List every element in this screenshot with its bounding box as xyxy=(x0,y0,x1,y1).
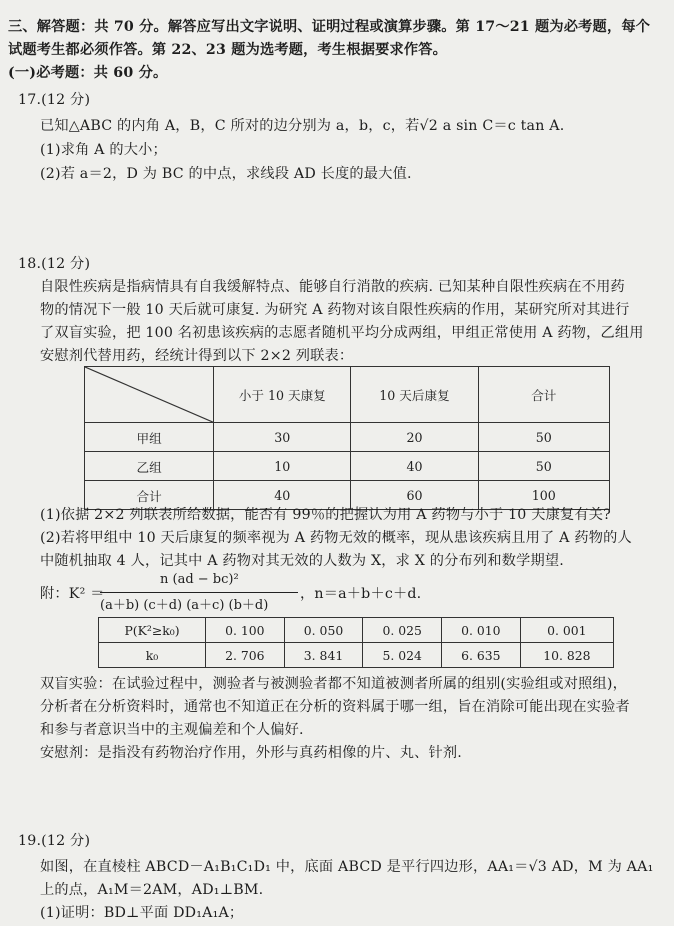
row-label: P(K²≥k₀) xyxy=(99,618,206,643)
q19-stem-line-1: 如图，在直棱柱 ABCD－A₁B₁C₁D₁ 中，底面 ABCD 是平行四边形，AA₁＝√3 AD，M 为 AA₁ xyxy=(40,859,654,875)
row-label: 甲组 xyxy=(85,423,214,452)
contingency-header-row xyxy=(85,367,610,423)
q18-stem-line-2: 物的情况下一般 10 天后就可康复. 为研究 A 药物对该自限性疾病的作用，某研究所对其进行 xyxy=(40,302,630,318)
formula-denominator: (a＋b) (c＋d) (a＋c) (b＋d) xyxy=(100,598,269,613)
note-placebo: 安慰剂：是指没有药物治疗作用，外形与真药相像的片、丸、针剂. xyxy=(40,745,462,761)
formula-numerator: n (ad − bc)² xyxy=(160,572,239,587)
q18-part-1: (1)依据 2×2 列联表所给数据，能否有 99％的把握认为用 A 药物与小于 10 天康复有关? xyxy=(40,507,611,523)
table-cell: 30 xyxy=(214,423,351,452)
table-cell: 40 xyxy=(351,452,478,481)
row-label: 合计 xyxy=(85,481,214,510)
q18-stem-line-1: 自限性疾病是指病情具有自我缓解特点、能够自行消散的疾病. 已知某种自限性疾病在不用药 xyxy=(40,279,625,295)
formula-tail: ，n＝a＋b＋c＋d. xyxy=(300,586,422,602)
contingency-table xyxy=(84,366,610,510)
table-cell: 10. 828 xyxy=(520,643,613,668)
table-cell: 50 xyxy=(478,423,609,452)
q18-part-2-line-2: 中随机抽取 4 人，记其中 A 药物对其无效的人数为 X，求 X 的分布列和数学期望. xyxy=(40,553,564,569)
note-double-blind-1: 双盲实验：在试验过程中，测验者与被测验者都不知道被测者所属的组别(实验组或对照组)， xyxy=(40,676,627,692)
row-label: 乙组 xyxy=(85,452,214,481)
fraction-bar xyxy=(100,592,298,593)
header-cell: 10 天后康复 xyxy=(351,367,478,423)
section-intro-line-2: 试题考生都必须作答。第 22、23 题为选考题，考生根据要求作答。 xyxy=(8,42,448,58)
table-cell: 0. 025 xyxy=(363,618,442,643)
q18-stem-line-4: 安慰剂代替用药，经统计得到以下 2×2 列联表： xyxy=(40,348,354,364)
section-intro-line-1: 三、解答题：共 70 分。解答应写出文字说明、证明过程或演算步骤。第 17～21 题为必考题，每个 xyxy=(8,19,651,35)
table-cell: 50 xyxy=(478,452,609,481)
table-cell: 40 xyxy=(214,481,351,510)
table-cell: 2. 706 xyxy=(206,643,285,668)
table-cell: 0. 010 xyxy=(442,618,521,643)
q19-stem-line-2: 上的点，A₁M＝2AM，AD₁⊥BM. xyxy=(40,882,264,898)
table-cell: 0. 050 xyxy=(284,618,363,643)
diagonal-line xyxy=(85,367,215,423)
q18-part-2-line-1: (2)若将甲组中 10 天后康复的频率视为 A 药物无效的概率，现从患该疾病且用了 A 药物的人 xyxy=(40,530,632,546)
note-double-blind-2: 分析者在分析资料时，通常也不知道正在分析的资料属于哪一组，旨在消除可能出现在实验者 xyxy=(40,699,630,715)
table-row xyxy=(99,643,614,668)
row-label: k₀ xyxy=(99,643,206,668)
q18-stem-line-3: 了双盲实验，把 100 名初患该疾病的志愿者随机平均分成两组，甲组正常使用 A 药物，乙组用 xyxy=(40,325,644,341)
q17-number: 17.(12 分) xyxy=(18,92,91,108)
critical-value-table xyxy=(98,617,614,668)
section-heading: (一)必考题：共 60 分。 xyxy=(8,65,168,81)
diagonal-header-cell xyxy=(85,367,214,423)
table-cell: 0. 100 xyxy=(206,618,285,643)
table-cell: 10 xyxy=(214,452,351,481)
q18-number: 18.(12 分) xyxy=(18,256,91,272)
header-cell: 小于 10 天康复 xyxy=(214,367,351,423)
q17-part-1: (1)求角 A 的大小； xyxy=(40,142,167,158)
table-row xyxy=(85,423,610,452)
q19-part-1: (1)证明：BD⊥平面 DD₁A₁A； xyxy=(40,905,244,921)
note-double-blind-3: 和参与者意识当中的主观偏差和个人偏好. xyxy=(40,722,304,738)
q19-number: 19.(12 分) xyxy=(18,833,91,849)
q17-part-2: (2)若 a＝2，D 为 BC 的中点，求线段 AD 长度的最大值. xyxy=(40,166,412,182)
table-cell: 60 xyxy=(351,481,478,510)
table-cell: 0. 001 xyxy=(520,618,613,643)
table-cell: 3. 841 xyxy=(284,643,363,668)
formula-lead: 附：K² ＝ xyxy=(40,586,105,602)
q17-stem: 已知△ABC 的内角 A，B，C 所对的边分别为 a，b，c，若√2 a sin C＝c tan A. xyxy=(40,118,565,134)
table-cell: 20 xyxy=(351,423,478,452)
table-cell: 6. 635 xyxy=(442,643,521,668)
table-cell: 5. 024 xyxy=(363,643,442,668)
header-cell: 合计 xyxy=(478,367,609,423)
table-row xyxy=(99,618,614,643)
table-row xyxy=(85,452,610,481)
table-cell: 100 xyxy=(478,481,609,510)
